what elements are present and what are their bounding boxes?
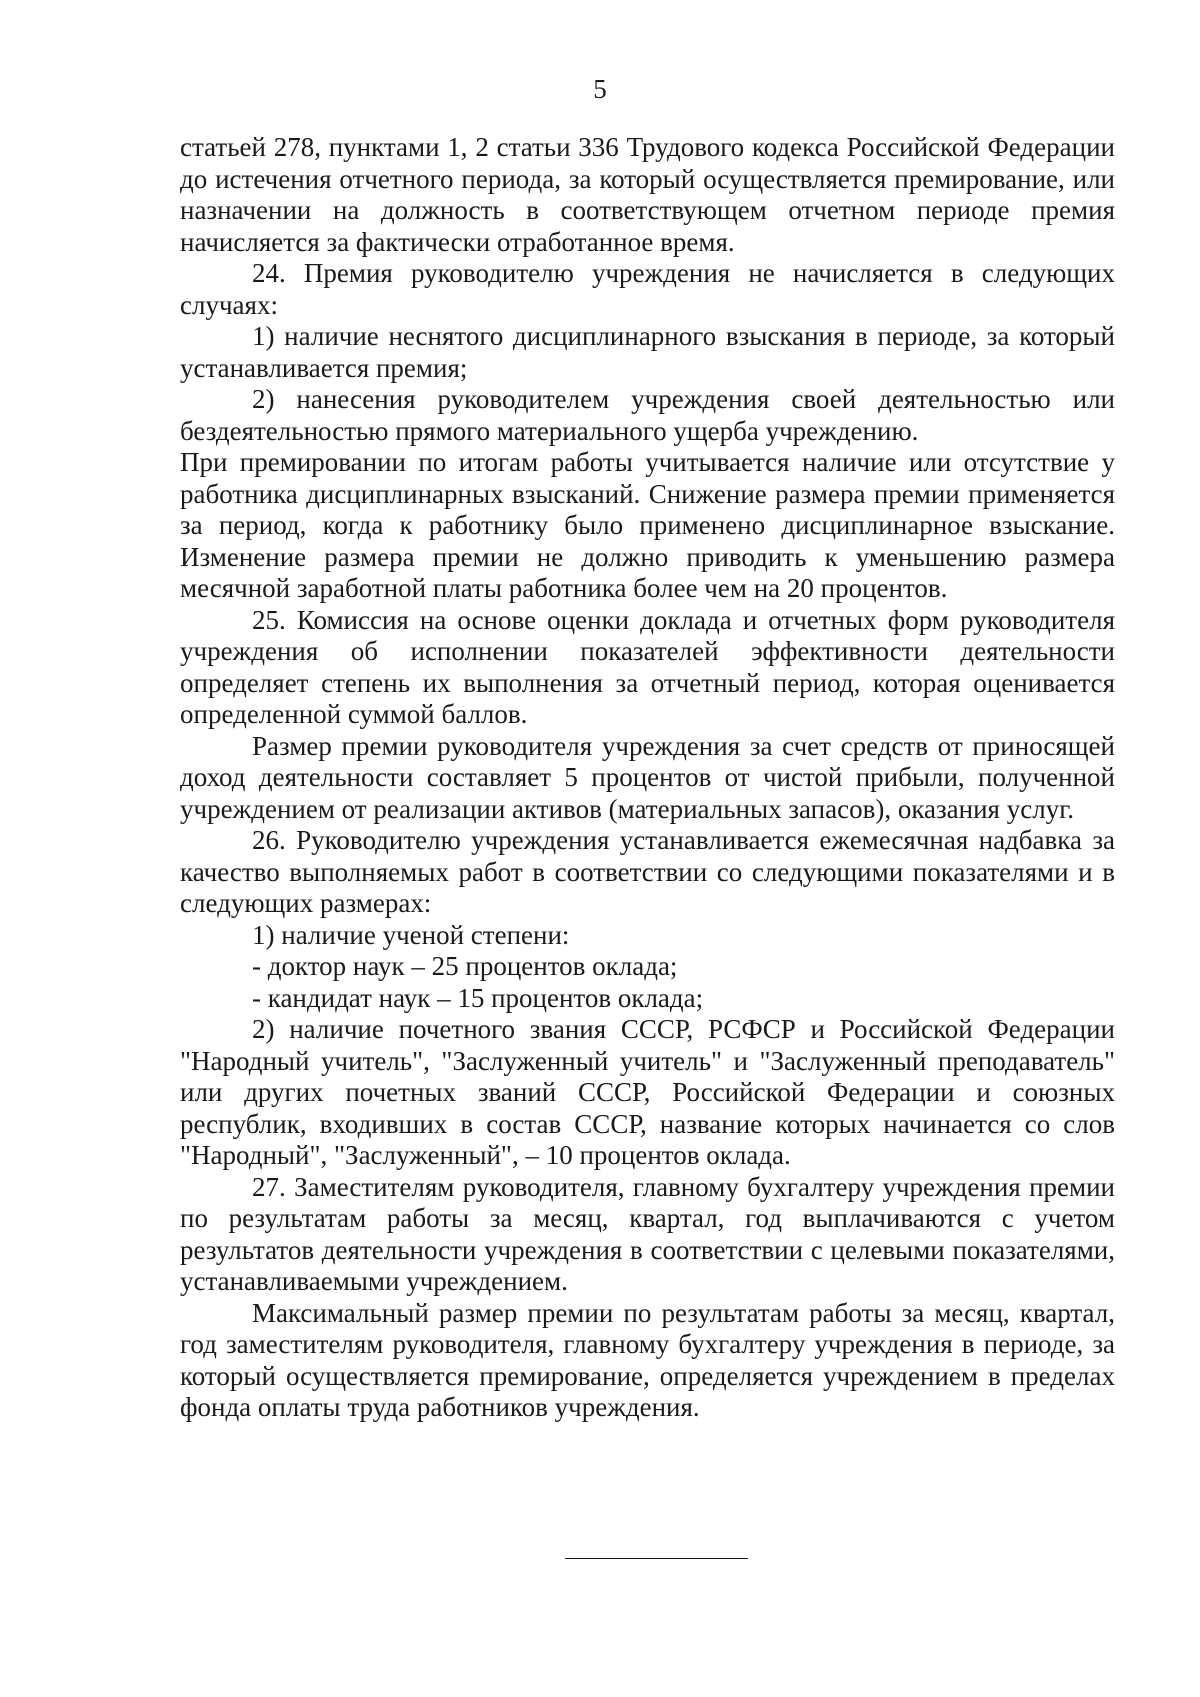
closing-divider <box>565 1558 748 1559</box>
paragraph-item-26: 26. Руководителю учреждения устанавливается ежемесячная надбавка за качество выполняемых работ в соответствии со следующими показателями и в следующих размерах: <box>180 825 1115 918</box>
paragraph-item-24-2: 2) нанесения руководителем учреждения своей деятельностью или бездеятельностью прямого материального ущерба учреждению. <box>180 384 1115 446</box>
paragraph-item-27: 27. Заместителям руководителя, главному бухгалтеру учреждения премии по результатам работы за месяц, квартал, год выплачиваются с учетом результатов деятельности учреждения в соответствии с целевыми показателями, устанавливаемыми учреждением. <box>180 1171 1115 1296</box>
paragraph-item-25: 25. Комиссия на основе оценки доклада и отчетных форм руководителя учреждения об исполнении показателей эффективности деятельности определяет степень их выполнения за отчетный период, которая оценивается определенной суммой баллов. <box>180 604 1115 729</box>
paragraph-item-26-2: 2) наличие почетного звания СССР, РСФСР и Российской Федерации "Народный учитель", "Заслуженный учитель" и "Заслуженный преподаватель" или других почетных званий СССР, Российской Федерации и союзных республик, входивших в состав СССР, название которых начинается со слов "Народный", "Заслуженный", – 10 процентов оклада. <box>180 1014 1115 1170</box>
list-item-candidate: - кандидат наук – 15 процентов оклада; <box>252 982 704 1013</box>
paragraph-max-bonus: Максимальный размер премии по результатам работы за месяц, квартал, год заместителям руководителя, главному бухгалтеру учреждения в периоде, за который осуществляется премирование, определяется учреждением в пределах фонда оплаты труда работников учреждения. <box>180 1297 1115 1422</box>
document-body <box>180 132 1115 1424</box>
paragraph-item-26-1: 1) наличие ученой степени: <box>252 919 570 950</box>
paragraph-bonus-income: Размер премии руководителя учреждения за счет средств от приносящей доход деятельности составляет 5 процентов от чистой прибыли, полученной учреждением от реализации активов (материальных запасов), оказания услуг. <box>180 730 1115 824</box>
paragraph-discipline-note: При премировании по итогам работы учитывается наличие или отсутствие у работника дисциплинарных взысканий. Снижение размера премии применяется за период, когда к работнику было применено дисциплинарное взыскание. Изменение размера премии не должно приводить к уменьшению размера месячной заработной платы работника более чем на 20 процентов. <box>180 447 1115 603</box>
list-item-doctor: - доктор наук – 25 процентов оклада; <box>252 951 678 981</box>
paragraph-item-24-1: 1) наличие неснятого дисциплинарного взыскания в периоде, за который устанавливается премия; <box>180 321 1115 383</box>
page-number: 5 <box>593 74 607 104</box>
paragraph-continuation: статьей 278, пунктами 1, 2 статьи 336 Трудового кодекса Российской Федерации до истечения отчетного периода, за который осуществляется премирование, или назначении на должность в соответствующем отчетном периоде премия начисляется за фактически отработанное время. <box>180 132 1115 257</box>
paragraph-item-24: 24. Премия руководителю учреждения не начисляется в следующих случаях: <box>180 258 1115 320</box>
